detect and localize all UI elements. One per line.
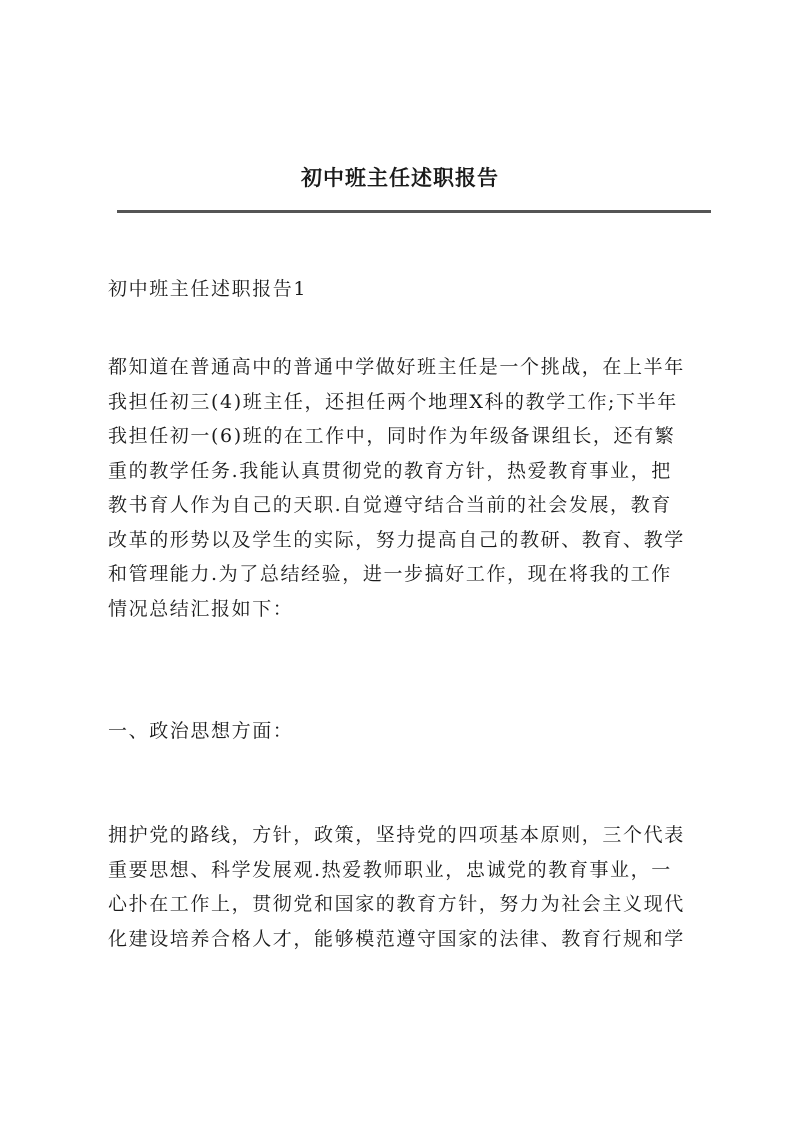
paragraph-line: 重要思想、科学发展观.热爱教师职业，忠诚党的教育事业，一 <box>108 858 672 881</box>
report-subtitle: 初中班主任述职报告1 <box>108 278 308 300</box>
paragraph-line: 心扑在工作上，贯彻党和国家的教育方针，努力为社会主义现代 <box>108 893 685 915</box>
paragraph-line: 我担任初三(4)班主任，还担任两个地理X科的教学工作;下半年 <box>108 390 678 413</box>
document-title: 初中班主任述职报告 <box>301 165 499 190</box>
paragraph-line: 教书育人作为自己的天职.自觉遵守结合当前的社会发展，教育 <box>108 494 672 516</box>
paragraph-line: 化建设培养合格人才，能够模范遵守国家的法律、教育行规和学 <box>108 927 685 950</box>
paragraph-line: 重的教学任务.我能认真贯彻党的教育方针，热爱教育事业，把 <box>108 459 672 482</box>
section-heading-politics: 一、政治思想方面： <box>108 720 294 742</box>
title-divider <box>117 210 711 213</box>
paragraph-line: 情况总结汇报如下： <box>108 597 294 620</box>
paragraph-politics <box>108 818 712 958</box>
paragraph-intro <box>108 350 712 630</box>
paragraph-line: 改革的形势以及学生的实际，努力提高自己的教研、教育、教学 <box>108 528 685 551</box>
paragraph-line: 拥护党的路线，方针，政策，坚持党的四项基本原则，三个代表 <box>108 824 685 846</box>
paragraph-line: 都知道在普通高中的普通中学做好班主任是一个挑战，在上半年 <box>108 356 685 378</box>
paragraph-line: 和管理能力.为了总结经验，进一步搞好工作，现在将我的工作 <box>108 563 672 585</box>
paragraph-line: 我担任初一(6)班的在工作中，同时作为年级备课组长，还有繁 <box>108 425 676 447</box>
